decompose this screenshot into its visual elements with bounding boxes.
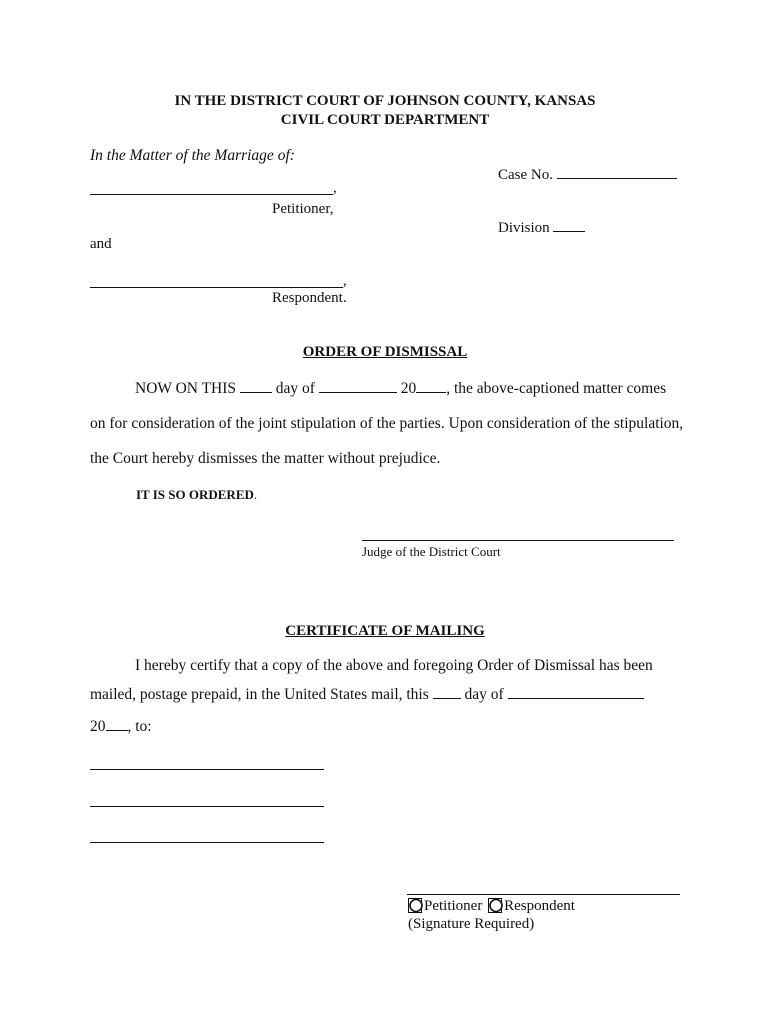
matter-label: In the Matter of the Marriage of: [90,147,295,164]
order-paragraph-line-1 [135,379,666,398]
division-row [498,218,585,237]
certificate-text: , to: [127,718,152,735]
signature-required-note: (Signature Required) [408,916,535,932]
respondent-name-line[interactable] [90,287,343,288]
respondent-option-label: Respondent [504,898,575,914]
certificate-text: mailed, postage prepaid, in the United States mail, this [90,686,429,703]
respondent-comma: , [343,273,347,289]
order-month-field[interactable] [319,379,397,393]
case-number-label: Case No. [498,167,553,183]
mailing-address-line-1[interactable] [90,769,324,770]
certificate-line-2 [90,685,644,704]
certificate-year-field[interactable] [106,717,128,731]
signer-options [408,898,575,915]
petitioner-name-line[interactable] [90,194,333,195]
department-heading: CIVIL COURT DEPARTMENT [280,112,490,128]
petitioner-option-label: Petitioner [424,898,483,914]
order-text: NOW ON THIS [135,380,237,397]
so-ordered-text: IT IS SO ORDERED [136,487,254,502]
order-text: 20 [400,380,417,397]
order-title: ORDER OF DISMISSAL [302,344,468,360]
division-label: Division [498,220,550,236]
certificate-line-1: I hereby certify that a copy of the above and foregoing Order of Dismissal has been [135,657,653,674]
order-day-field[interactable] [240,379,272,393]
order-paragraph-line-3: the Court hereby dismisses the matter without prejudice. [90,450,441,467]
certificate-text: day of [464,686,504,703]
order-text: day of [275,380,315,397]
division-field[interactable] [553,218,585,232]
mailing-address-line-3[interactable] [90,842,324,843]
certificate-text: 20 [90,718,106,735]
petitioner-comma: , [333,180,337,196]
checkbox-icon [408,898,423,913]
case-number-row [498,165,677,184]
respondent-label: Respondent. [272,290,347,306]
certificate-day-field[interactable] [433,685,461,699]
judge-signature-line[interactable] [362,540,674,541]
court-heading: IN THE DISTRICT COURT OF JOHNSON COUNTY, KANSAS [174,93,596,109]
order-year-field[interactable] [416,379,446,393]
certificate-month-field[interactable] [508,685,644,699]
so-ordered-period: . [253,487,258,502]
and-label: and [90,236,112,252]
mailing-address-line-2[interactable] [90,806,324,807]
petitioner-checkbox[interactable] [408,898,423,913]
so-ordered [136,487,257,503]
checkbox-icon [488,898,503,913]
signature-line[interactable] [407,894,680,895]
case-number-field[interactable] [557,165,677,179]
certificate-line-3 [90,717,152,736]
petitioner-label: Petitioner, [272,201,334,217]
order-paragraph-line-2: on for consideration of the joint stipulation of the parties. Upon consideration of the stipulation, [90,415,684,432]
certificate-title: CERTIFICATE OF MAILING [285,623,485,639]
order-text: , the above-captioned matter comes [446,380,667,397]
judge-label: Judge of the District Court [362,544,501,559]
respondent-checkbox[interactable] [488,898,503,913]
